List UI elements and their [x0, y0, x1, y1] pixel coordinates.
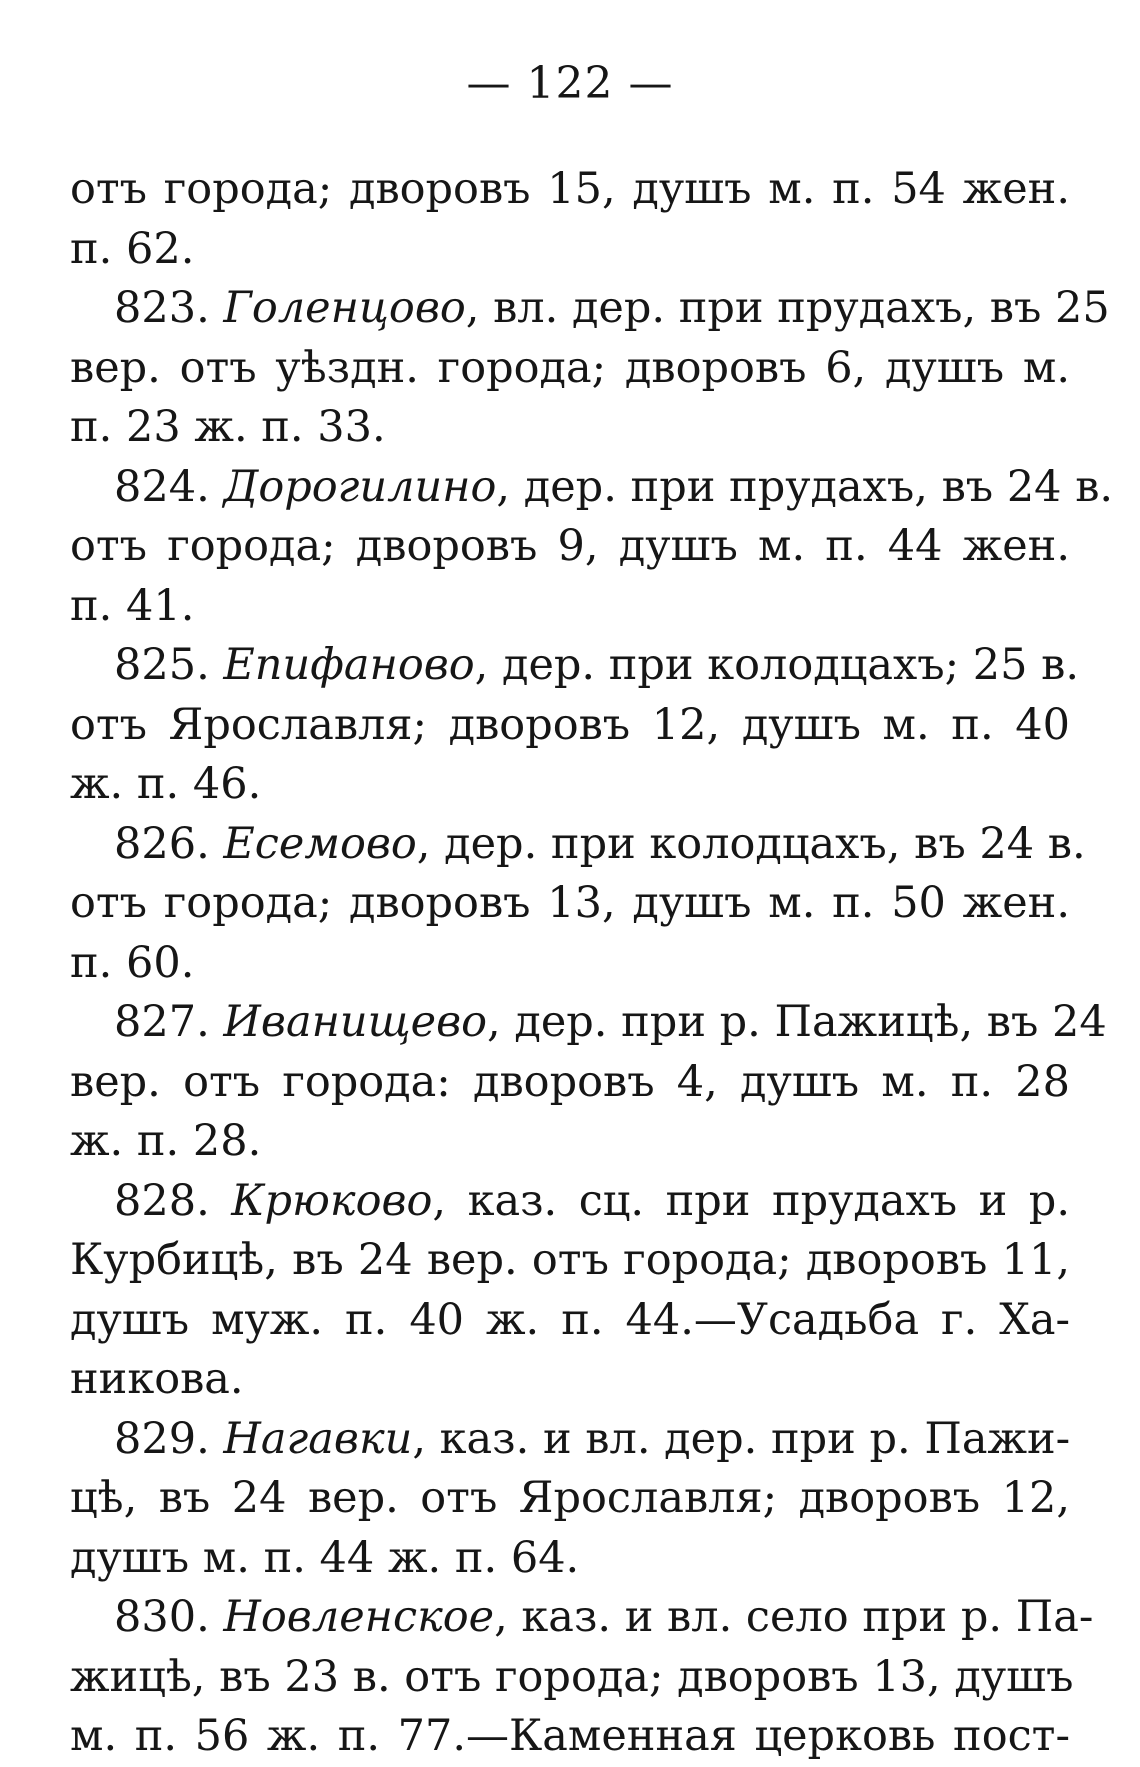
text-line: отъ города; дворовъ 15, душъ м. п. 54 жен.	[70, 164, 1070, 214]
text-line: жицѣ, въ 23 в. отъ города; дворовъ 13, душъ	[70, 1651, 1074, 1702]
entry-824-line: 824. Дорогилино, дер. при прудахъ, въ 24 в.	[114, 461, 1114, 512]
text-line: ж. п. 28.	[70, 1116, 262, 1166]
place-name: Нагавки	[223, 1413, 413, 1464]
page-text	[70, 160, 1114, 1767]
entry-829-line: 829. Нагавки, каз. и вл. дер. при р. Пажи-	[114, 1413, 1071, 1464]
place-name: Голенцово	[223, 283, 466, 333]
entry-826-line: 826. Есемово, дер. при колодцахъ, въ 24 в.	[114, 818, 1086, 869]
entry-825-line: 825. Епифаново, дер. при колодцахъ; 25 в.	[114, 640, 1080, 690]
text-line: п. 23 ж. п. 33.	[70, 402, 386, 452]
place-name: Иванищево	[223, 997, 488, 1047]
entry-827-line: 827. Иванищево, дер. при р. Пажицѣ, въ 24	[114, 997, 1107, 1047]
place-name: Дорогилино	[223, 461, 497, 512]
text-line: ж. п. 46.	[70, 759, 262, 809]
text-line: вер. отъ уѣздн. города; дворовъ 6, душъ м.	[70, 342, 1070, 393]
text-line: отъ города; дворовъ 13, душъ м. п. 50 жен.	[70, 878, 1070, 928]
text-line: душъ м. п. 44 ж. п. 64.	[70, 1532, 580, 1583]
entry-823-line: 823. Голенцово, вл. дер. при прудахъ, въ 25	[114, 283, 1110, 333]
text-line: п. 62.	[70, 223, 195, 274]
place-name: Новленское	[223, 1592, 495, 1642]
text-line: отъ города; дворовъ 9, душъ м. п. 44 жен.	[70, 521, 1070, 571]
text-line: Курбицѣ, въ 24 вер. отъ города; дворовъ 11,	[70, 1235, 1070, 1285]
entry-828-line: 828. Крюково, каз. сц. при прудахъ и р.	[114, 1175, 1070, 1226]
page-number: — 122 —	[466, 58, 674, 109]
text-line: м. п. 56 ж. п. 77.—Каменная церковь пост-	[70, 1711, 1070, 1761]
entry-830-line: 830. Новленское, каз. и вл. село при р. Па-	[114, 1592, 1094, 1642]
text-line: п. 41.	[70, 580, 195, 631]
text-line: никова.	[70, 1354, 244, 1404]
place-name: Есемово	[223, 818, 417, 869]
text-line: вер. отъ города: дворовъ 4, душъ м. п. 28	[70, 1056, 1070, 1107]
text-line: отъ Ярославля; дворовъ 12, душъ м. п. 40	[70, 699, 1070, 750]
text-line: цѣ, въ 24 вер. отъ Ярославля; дворовъ 12,	[70, 1473, 1070, 1523]
place-name: Епифаново	[223, 640, 475, 690]
text-line: душъ муж. п. 40 ж. п. 44.—Усадьба г. Ха-	[70, 1294, 1070, 1345]
place-name: Крюково	[231, 1175, 433, 1226]
text-line: п. 60.	[70, 937, 195, 988]
